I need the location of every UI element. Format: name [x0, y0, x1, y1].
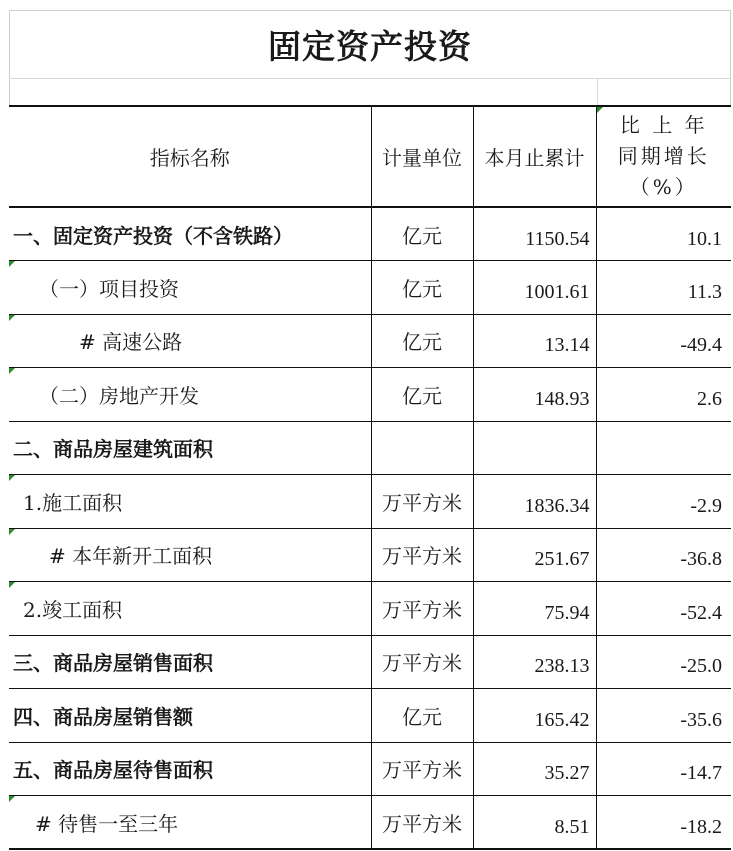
row-name[interactable]	[9, 796, 371, 850]
table-row	[9, 582, 731, 636]
row-growth[interactable]: 11.3	[596, 261, 731, 315]
cell-marker-icon	[9, 582, 15, 588]
row-name[interactable]: 五、商品房屋待售面积	[9, 742, 371, 796]
table-row	[9, 796, 731, 850]
row-unit[interactable]: 亿元	[371, 689, 473, 743]
cell-marker-icon	[9, 315, 15, 321]
cell-marker-icon	[9, 475, 15, 481]
table-row	[9, 314, 731, 368]
row-name[interactable]	[9, 582, 371, 636]
row-name-text: 2.竣工面积	[23, 597, 123, 622]
row-growth[interactable]: 10.1	[596, 207, 731, 261]
row-name[interactable]	[9, 314, 371, 368]
row-growth[interactable]: -49.4	[596, 314, 731, 368]
table-row	[9, 635, 731, 689]
header-yoy-growth[interactable]	[596, 106, 731, 207]
row-growth[interactable]: -2.9	[596, 475, 731, 529]
row-name[interactable]	[9, 368, 371, 422]
table-row	[9, 368, 731, 422]
row-value[interactable]: 13.14	[473, 314, 596, 368]
row-name-text: （一）项目投资	[39, 276, 179, 301]
header-yoy-line2: 同期增长	[617, 144, 710, 168]
row-unit[interactable]: 万平方米	[371, 528, 473, 582]
empty-row[interactable]	[9, 78, 731, 105]
row-name-text: # 待售一至三年	[35, 811, 179, 836]
row-name[interactable]: 二、商品房屋建筑面积	[9, 421, 371, 475]
row-value[interactable]: 1001.61	[473, 261, 596, 315]
page-title: 固定资产投资	[268, 27, 472, 66]
row-name-text: # 本年新开工面积	[49, 544, 213, 569]
row-name[interactable]: 三、商品房屋销售面积	[9, 635, 371, 689]
row-growth[interactable]: -35.6	[596, 689, 731, 743]
table-row	[9, 742, 731, 796]
header-cumulative[interactable]: 本月止累计	[473, 106, 596, 207]
row-unit[interactable]	[371, 421, 473, 475]
cell-marker-icon	[597, 107, 603, 113]
row-unit[interactable]: 万平方米	[371, 475, 473, 529]
row-value[interactable]: 238.13	[473, 635, 596, 689]
data-table	[9, 105, 731, 850]
row-value[interactable]	[473, 421, 596, 475]
header-yoy-line1: 比 上 年	[619, 113, 708, 137]
row-name-text: （二）房地产开发	[39, 383, 199, 408]
cell-marker-icon	[9, 368, 15, 374]
row-unit[interactable]: 万平方米	[371, 796, 473, 850]
table-row	[9, 421, 731, 475]
row-growth[interactable]: -52.4	[596, 582, 731, 636]
header-row	[9, 106, 731, 207]
row-growth[interactable]	[596, 421, 731, 475]
row-value[interactable]: 8.51	[473, 796, 596, 850]
row-unit[interactable]: 亿元	[371, 261, 473, 315]
row-name[interactable]	[9, 261, 371, 315]
cell-marker-icon	[9, 796, 15, 802]
table-row	[9, 475, 731, 529]
row-name[interactable]: 一、固定资产投资（不含铁路）	[9, 207, 371, 261]
row-unit[interactable]: 万平方米	[371, 582, 473, 636]
row-value[interactable]: 35.27	[473, 742, 596, 796]
row-growth[interactable]: -36.8	[596, 528, 731, 582]
row-name[interactable]	[9, 475, 371, 529]
row-unit[interactable]: 万平方米	[371, 635, 473, 689]
header-indicator-name[interactable]: 指标名称	[9, 106, 371, 207]
row-growth[interactable]: -18.2	[596, 796, 731, 850]
row-value[interactable]: 1150.54	[473, 207, 596, 261]
row-name[interactable]: 四、商品房屋销售额	[9, 689, 371, 743]
cell-marker-icon	[9, 529, 15, 535]
row-unit[interactable]: 亿元	[371, 314, 473, 368]
row-name-text: # 高速公路	[79, 330, 183, 355]
row-value[interactable]: 251.67	[473, 528, 596, 582]
header-yoy-line3: （%）	[629, 175, 698, 199]
table-row	[9, 528, 731, 582]
row-value[interactable]: 165.42	[473, 689, 596, 743]
row-value[interactable]: 1836.34	[473, 475, 596, 529]
row-growth[interactable]: -25.0	[596, 635, 731, 689]
row-name-text: 1.施工面积	[23, 490, 123, 515]
row-unit[interactable]: 亿元	[371, 368, 473, 422]
title-cell[interactable]	[9, 10, 731, 78]
row-growth[interactable]: -14.7	[596, 742, 731, 796]
row-unit[interactable]: 万平方米	[371, 742, 473, 796]
row-value[interactable]: 148.93	[473, 368, 596, 422]
row-name[interactable]	[9, 528, 371, 582]
table-row	[9, 207, 731, 261]
cell-marker-icon	[9, 261, 15, 267]
table-row	[9, 689, 731, 743]
cell-divider	[597, 79, 598, 105]
row-unit[interactable]: 亿元	[371, 207, 473, 261]
header-unit[interactable]: 计量单位	[371, 106, 473, 207]
row-value[interactable]: 75.94	[473, 582, 596, 636]
table-row	[9, 261, 731, 315]
row-growth[interactable]: 2.6	[596, 368, 731, 422]
